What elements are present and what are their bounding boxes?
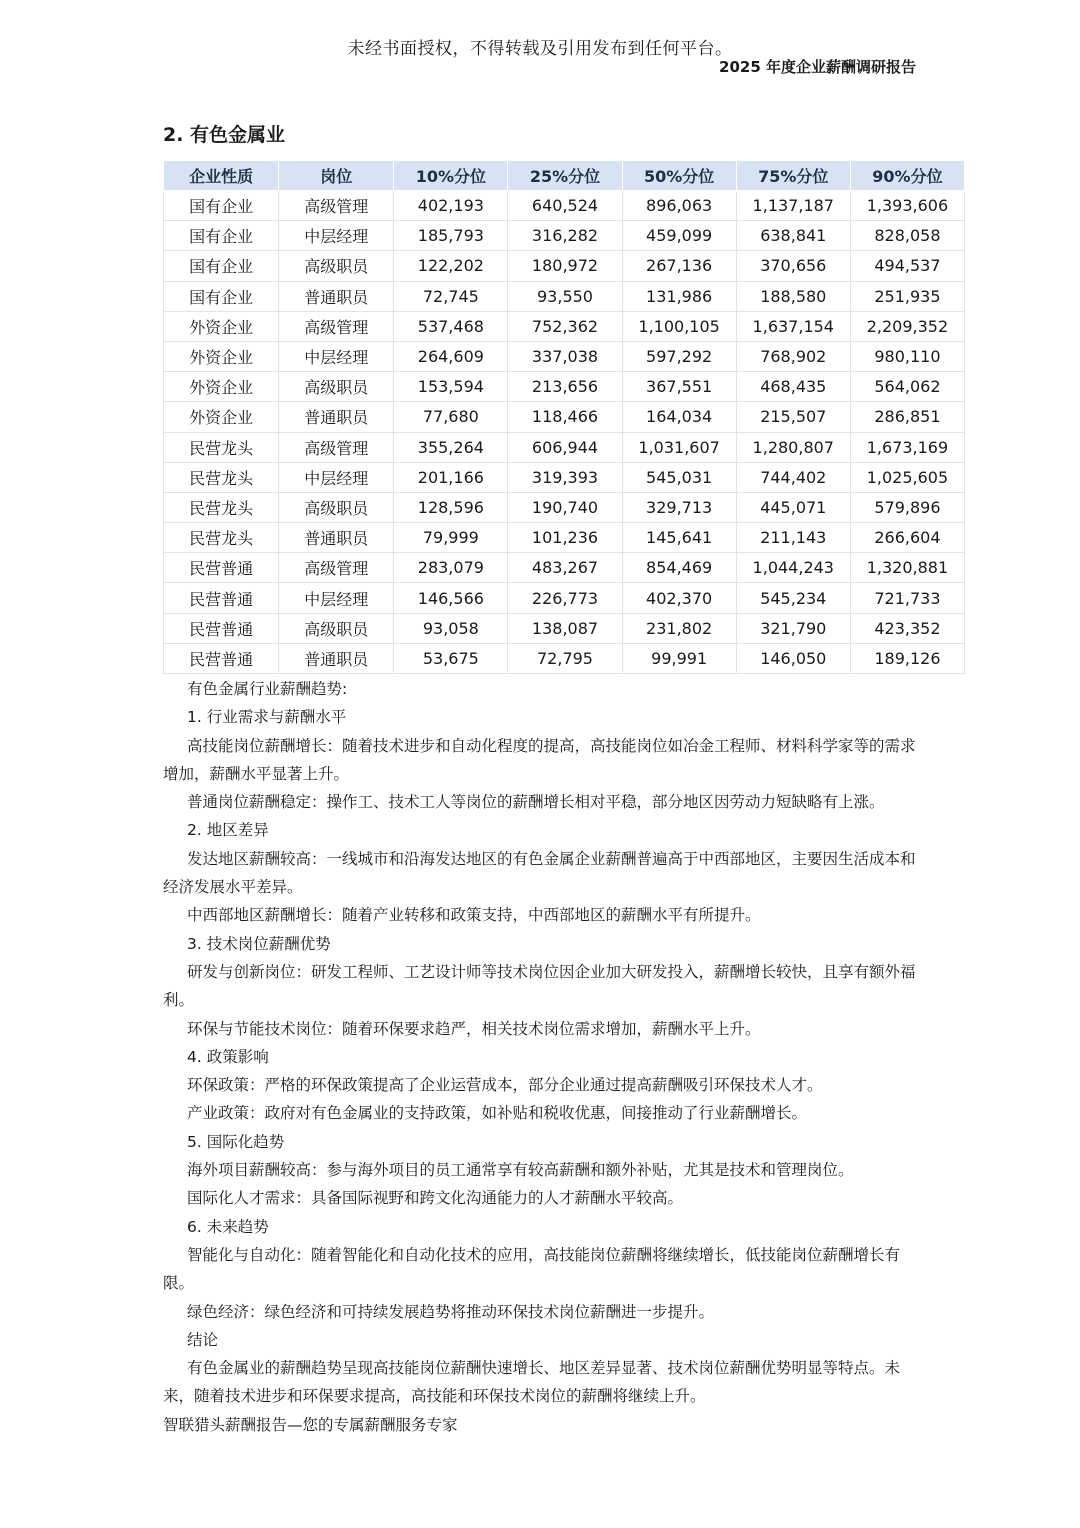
table-cell: 189,126 [850,643,964,673]
table-cell: 185,793 [394,221,508,251]
table-cell: 高级管理 [279,432,394,462]
table-cell: 145,641 [622,523,736,553]
paragraph: 6. 未来趋势 [187,1217,269,1236]
table-cell: 267,136 [622,251,736,281]
table-cell: 72,795 [508,643,622,673]
table-cell: 77,680 [394,402,508,432]
table-cell: 外资企业 [164,372,279,402]
column-header: 岗位 [279,161,394,191]
table-cell: 468,435 [736,372,850,402]
table-cell: 高级职员 [279,492,394,522]
table-row [164,221,965,251]
table-cell: 高级职员 [279,251,394,281]
column-header: 75%分位 [736,161,850,191]
table-cell: 980,110 [850,341,964,371]
table-cell: 中层经理 [279,341,394,371]
table-cell: 118,466 [508,402,622,432]
table-cell: 民营普通 [164,613,279,643]
column-header: 25%分位 [508,161,622,191]
table-cell: 146,566 [394,583,508,613]
table-cell: 721,733 [850,583,964,613]
table-row [164,432,965,462]
table-row [164,553,965,583]
table-cell: 494,537 [850,251,964,281]
table-row [164,372,965,402]
table-cell: 319,393 [508,462,622,492]
table-cell: 2,209,352 [850,311,964,341]
table-cell: 民营龙头 [164,462,279,492]
paragraph: 有色金属业的薪酬趋势呈现高技能岗位薪酬快速增长、地区差异显著、技术岗位薪酬优势明显等特点。未来，随着技术进步和环保要求提高，高技能和环保技术岗位的薪酬将继续上升。 [163,1359,901,1406]
table-cell: 896,063 [622,191,736,221]
table-cell: 213,656 [508,372,622,402]
table-cell: 266,604 [850,523,964,553]
table-cell: 普通职员 [279,281,394,311]
table-cell: 1,044,243 [736,553,850,583]
paragraph: 2. 地区差异 [187,821,269,840]
table-cell: 高级管理 [279,311,394,341]
table-cell: 1,280,807 [736,432,850,462]
table-cell: 高级管理 [279,553,394,583]
table-row [164,191,965,221]
table-cell: 828,058 [850,221,964,251]
table-cell: 128,596 [394,492,508,522]
table-cell: 638,841 [736,221,850,251]
table-cell: 国有企业 [164,221,279,251]
table-cell: 高级职员 [279,613,394,643]
table-cell: 146,050 [736,643,850,673]
table-cell: 高级管理 [279,191,394,221]
table-row [164,523,965,553]
paragraph: 有色金属行业薪酬趋势: [187,680,348,698]
column-header: 50%分位 [622,161,736,191]
table-cell: 国有企业 [164,281,279,311]
table-cell: 545,031 [622,462,736,492]
table-cell: 402,370 [622,583,736,613]
table-cell: 180,972 [508,251,622,281]
table-row [164,281,965,311]
table-cell: 中层经理 [279,462,394,492]
paragraph: 发达地区薪酬较高：一线城市和沿海发达地区的有色金属企业薪酬普遍高于中西部地区，主要因生活成本和经济发展水平差异。 [163,849,916,897]
table-cell: 民营普通 [164,643,279,673]
table-cell: 122,202 [394,251,508,281]
table-cell: 1,137,187 [736,191,850,221]
table-cell: 329,713 [622,492,736,522]
table-cell: 579,896 [850,492,964,522]
paragraph: 智能化与自动化：随着智能化和自动化技术的应用，高技能岗位薪酬将继续增长，低技能岗位薪酬增长有限。 [163,1245,901,1293]
paragraph: 1. 行业需求与薪酬水平 [187,708,347,727]
table-row [164,251,965,281]
paragraph: 海外项目薪酬较高：参与海外项目的员工通常享有较高薪酬和额外补贴，尤其是技术和管理岗位。 [187,1161,854,1180]
table-cell: 283,079 [394,553,508,583]
table-cell: 370,656 [736,251,850,281]
table-cell: 367,551 [622,372,736,402]
table-cell: 1,100,105 [622,311,736,341]
table-cell: 606,944 [508,432,622,462]
table-cell: 321,790 [736,613,850,643]
paragraph: 绿色经济：绿色经济和可持续发展趋势将推动环保技术岗位薪酬进一步提升。 [187,1302,715,1321]
table-cell: 231,802 [622,613,736,643]
table-cell: 93,058 [394,613,508,643]
table-row [164,492,965,522]
table-row [164,311,965,341]
table-cell: 445,071 [736,492,850,522]
table-cell: 164,034 [622,402,736,432]
table-cell: 131,986 [622,281,736,311]
table-cell: 国有企业 [164,191,279,221]
table-cell: 153,594 [394,372,508,402]
table-cell: 744,402 [736,462,850,492]
table-cell: 188,580 [736,281,850,311]
table-cell: 201,166 [394,462,508,492]
table-cell: 286,851 [850,402,964,432]
table-cell: 854,469 [622,553,736,583]
table-cell: 316,282 [508,221,622,251]
table-cell: 外资企业 [164,402,279,432]
paragraph: 国际化人才需求：具备国际视野和跨文化沟通能力的人才薪酬水平较高。 [187,1189,684,1208]
table-cell: 1,320,881 [850,553,964,583]
table-cell: 民营普通 [164,583,279,613]
paragraph: 环保政策：严格的环保政策提高了企业运营成本，部分企业通过提高薪酬吸引环保技术人才。 [187,1076,823,1095]
table-row [164,402,965,432]
table-cell: 537,468 [394,311,508,341]
table-cell: 53,675 [394,643,508,673]
table-cell: 72,745 [394,281,508,311]
column-header: 10%分位 [394,161,508,191]
table-row [164,583,965,613]
paragraph: 高技能岗位薪酬增长：随着技术进步和自动化程度的提高，高技能岗位如冶金工程师、材料科学家等的需求增加，薪酬水平显著上升。 [163,736,916,783]
table-cell: 民营龙头 [164,523,279,553]
table-cell: 402,193 [394,191,508,221]
paragraph: 5. 国际化趋势 [187,1132,285,1151]
table-cell: 79,999 [394,523,508,553]
paragraph: 产业政策：政府对有色金属业的支持政策，如补贴和税收优惠，间接推动了行业薪酬增长。 [187,1104,808,1123]
table-cell: 93,550 [508,281,622,311]
table-cell: 99,991 [622,643,736,673]
salary-table [163,160,965,674]
table-cell: 640,524 [508,191,622,221]
table-cell: 337,038 [508,341,622,371]
table-cell: 597,292 [622,341,736,371]
body-text [163,675,923,1439]
table-cell: 545,234 [736,583,850,613]
table-cell: 264,609 [394,341,508,371]
table-cell: 普通职员 [279,523,394,553]
table-cell: 190,740 [508,492,622,522]
paragraph: 研发与创新岗位：研发工程师、工艺设计师等技术岗位因企业加大研发投入，薪酬增长较快，且享有额外福利。 [163,962,916,1010]
paragraph: 3. 技术岗位薪酬优势 [187,934,331,953]
table-cell: 中层经理 [279,583,394,613]
table-cell: 226,773 [508,583,622,613]
table-row [164,341,965,371]
table-cell: 民营龙头 [164,432,279,462]
table-cell: 1,393,606 [850,191,964,221]
table-header-row [164,161,965,191]
table-row [164,643,965,673]
table-cell: 1,025,605 [850,462,964,492]
column-header: 企业性质 [164,161,279,191]
table-cell: 1,673,169 [850,432,964,462]
paragraph: 智联猎头薪酬报告—您的专属薪酬服务专家 [163,1415,458,1434]
table-cell: 101,236 [508,523,622,553]
table-cell: 普通职员 [279,643,394,673]
paragraph: 结论 [187,1330,219,1349]
column-header: 90%分位 [850,161,964,191]
paragraph: 环保与节能技术岗位：随着环保要求趋严，相关技术岗位需求增加，薪酬水平上升。 [187,1019,761,1038]
table-row [164,613,965,643]
table-cell: 564,062 [850,372,964,402]
table-cell: 138,087 [508,613,622,643]
table-row [164,462,965,492]
table-cell: 外资企业 [164,341,279,371]
table-cell: 民营龙头 [164,492,279,522]
table-cell: 423,352 [850,613,964,643]
table-cell: 355,264 [394,432,508,462]
report-title: 2025 年度企业薪酬调研报告 [719,58,916,76]
table-cell: 国有企业 [164,251,279,281]
table-cell: 459,099 [622,221,736,251]
table-cell: 民营普通 [164,553,279,583]
table-cell: 215,507 [736,402,850,432]
table-cell: 752,362 [508,311,622,341]
table-cell: 768,902 [736,341,850,371]
table-cell: 1,637,154 [736,311,850,341]
paragraph: 普通岗位薪酬稳定：操作工、技术工人等岗位的薪酬增长相对平稳，部分地区因劳动力短缺略有上涨。 [187,793,885,812]
table-cell: 中层经理 [279,221,394,251]
table-cell: 高级职员 [279,372,394,402]
table-cell: 483,267 [508,553,622,583]
table-cell: 251,935 [850,281,964,311]
copyright-notice: 未经书面授权，不得转载及引用发布到任何平台。 [347,39,733,59]
table-cell: 211,143 [736,523,850,553]
table-cell: 普通职员 [279,402,394,432]
table-cell: 1,031,607 [622,432,736,462]
paragraph: 4. 政策影响 [187,1047,269,1066]
table-cell: 外资企业 [164,311,279,341]
section-title: 2. 有色金属业 [163,124,286,146]
paragraph: 中西部地区薪酬增长：随着产业转移和政策支持，中西部地区的薪酬水平有所提升。 [187,906,761,925]
